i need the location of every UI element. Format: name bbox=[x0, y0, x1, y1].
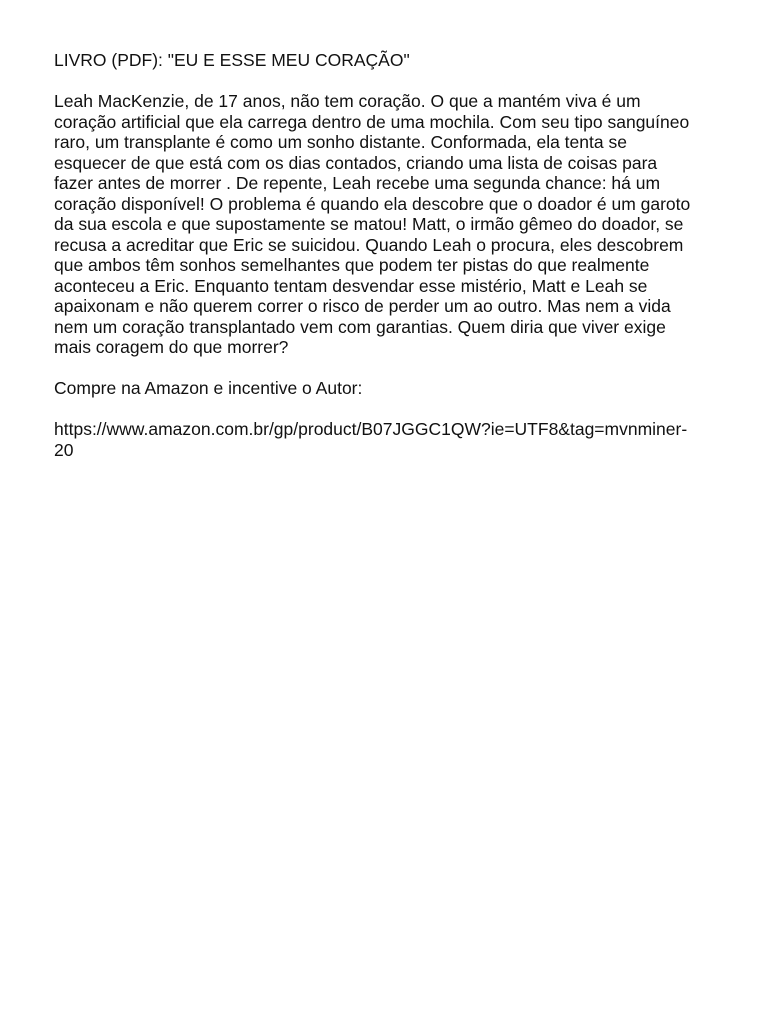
synopsis-line: esquecer de que está com os dias contados, criando uma lista de coisas para bbox=[54, 152, 658, 173]
synopsis-line: mais coragem do que morrer? bbox=[54, 337, 289, 357]
synopsis-line: da sua escola e que supostamente se matou! Matt, o irmão gêmeo do doador, se bbox=[54, 214, 684, 234]
amazon-link-line[interactable]: https://www.amazon.com.br/gp/product/B07JGGC1QW?ie=UTF8&tag=mvnminer- bbox=[54, 419, 688, 439]
synopsis-line: aconteceu a Eric. Enquanto tentam desvendar esse mistério, Matt e Leah se bbox=[54, 275, 648, 296]
synopsis-paragraph bbox=[54, 91, 734, 358]
synopsis-line: fazer antes de morrer . De repente, Leah recebe uma segunda chance: há um bbox=[54, 173, 661, 193]
synopsis-line: Leah MacKenzie, de 17 anos, não tem coração. O que a mantém viva é um bbox=[54, 91, 641, 111]
synopsis-line: nem um coração transplantado vem com garantias. Quem diria que viver exige bbox=[54, 316, 666, 337]
synopsis-line: apaixonam e não querem correr o risco de perder um ao outro. Mas nem a vida bbox=[54, 296, 671, 316]
call-to-action: Compre na Amazon e incentive o Autor: bbox=[54, 378, 363, 398]
synopsis-line: coração artificial que ela carrega dentro de uma mochila. Com seu tipo sanguíneo bbox=[54, 111, 690, 132]
amazon-link-line[interactable]: 20 bbox=[54, 439, 74, 460]
synopsis-line: que ambos têm sonhos semelhantes que podem ter pistas do que realmente bbox=[54, 255, 650, 275]
synopsis-line: recusa a acreditar que Eric se suicidou. Quando Leah o procura, eles descobrem bbox=[54, 234, 684, 255]
document-content bbox=[54, 50, 734, 460]
amazon-link[interactable] bbox=[54, 419, 734, 460]
document-title: LIVRO (PDF): "EU E ESSE MEU CORAÇÃO" bbox=[54, 50, 410, 70]
synopsis-line: raro, um transplante é como um sonho distante. Conformada, ela tenta se bbox=[54, 132, 627, 152]
synopsis-line: coração disponível! O problema é quando ela descobre que o doador é um garoto bbox=[54, 193, 691, 214]
